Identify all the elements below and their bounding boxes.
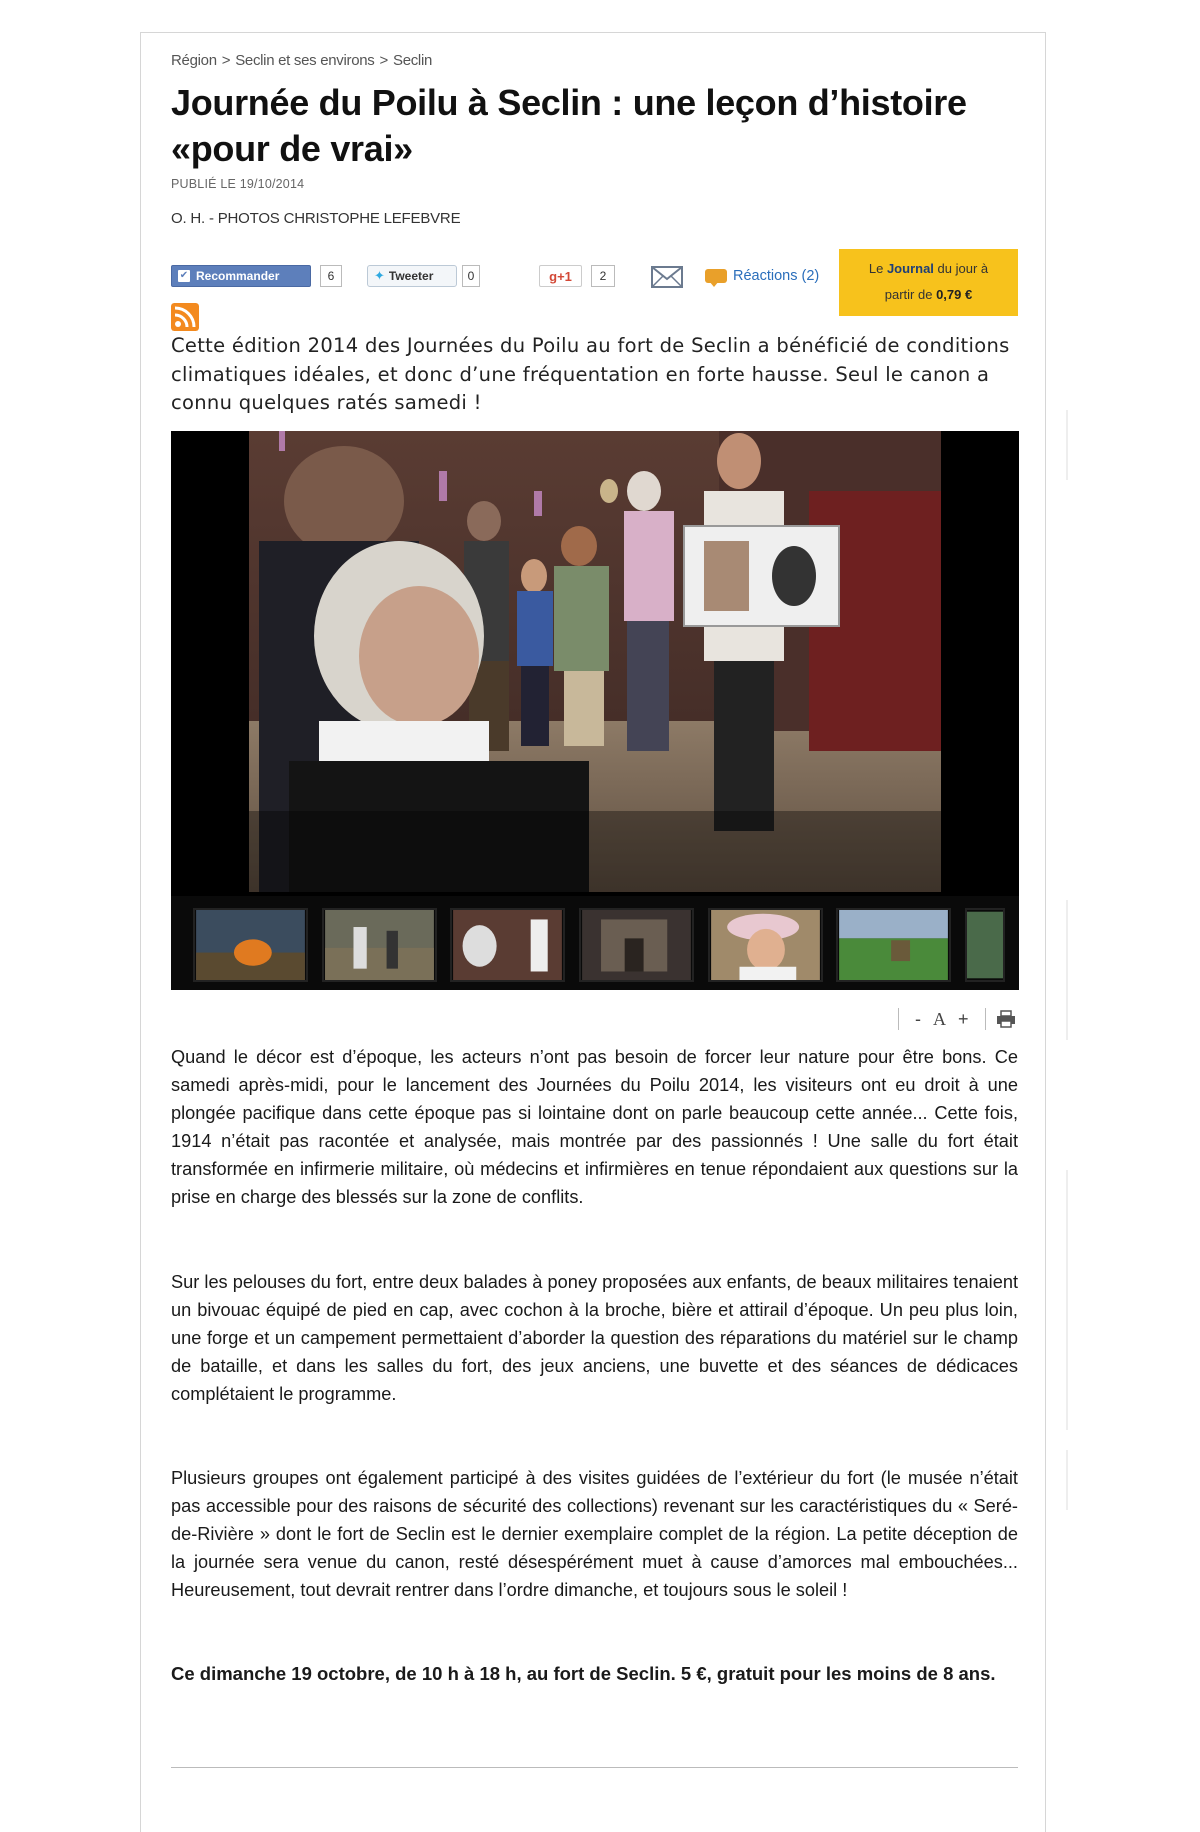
- gallery-thumbnail[interactable]: [193, 908, 308, 982]
- mail-icon[interactable]: [651, 265, 683, 289]
- article-divider: [171, 1767, 1018, 1768]
- text-tools: [888, 1008, 1016, 1030]
- tools-divider: [985, 1008, 986, 1030]
- article-paragraph: Plusieurs groupes ont également participé à des visites guidées de l’extérieur du fort (le musée n’était pas accessible pour des raisons de sécurité des collections) revenant sur les caractéristiques du « Seré-de-Rivière » dont le fort de Seclin est le dernier exemplaire complet de la région. La petite déception de la journée sera venue du canon, resté désespérément muet à cause d’amorces mal embouchées... Heureusement, tout devrait rentrer dans l’ordre dimanche, et toujours sous le soleil !: [171, 1468, 1018, 1600]
- breadcrumb-separator: >: [221, 52, 231, 69]
- facebook-count: 6: [320, 265, 342, 287]
- article-paragraph: Quand le décor est d’époque, les acteurs n’ont pas besoin de forcer leur nature pour être bons. Ce samedi après-midi, pour le lancement des Journées du Poilu 2014, les visiteurs ont eu droit à une plongée pacifique dans cette époque pas si lointaine dont on parle beaucoup cette année... Cette fois, 1914 n’était pas racontée et analysée, mais montrée par des passionnés ! Une salle du fort était transformée en infirmerie militaire, où médecins et infirmières en tenue répondaient aux questions sur la prise en charge des blessés sur la zone de conflits.: [171, 1047, 1018, 1207]
- breadcrumb: [171, 52, 1018, 69]
- gallery-thumbnail[interactable]: [965, 908, 1005, 982]
- article-paragraph: Sur les pelouses du fort, entre deux balades à poney proposées aux enfants, de beaux militaires tenaient un bivouac équipé de pied en cap, avec cochon à la broche, bière et attirail d’époque. Un peu plus loin, une forge et un campement permettaient d’aborder la question des réparations du matériel sur le champ de bataille, et dans les salles du fort, des jeux anciens, une buvette et des séances de dédicaces complétaient le programme.: [171, 1272, 1018, 1404]
- tools-divider: [898, 1008, 899, 1030]
- practical-info: Ce dimanche 19 octobre, de 10 h à 18 h, au fort de Seclin. 5 €, gratuit pour les moins de 8 ans.: [171, 1663, 996, 1684]
- thumbnail-strip: [171, 896, 1019, 990]
- facebook-recommend-label: Recommander: [196, 269, 280, 283]
- increase-font-button[interactable]: +: [958, 1008, 969, 1029]
- twitter-icon: ✦: [374, 268, 385, 283]
- google-plus-count: 2: [591, 265, 615, 287]
- gallery-thumbnail[interactable]: [322, 908, 437, 982]
- page-edge: [1066, 900, 1068, 1040]
- decrease-font-button[interactable]: -: [915, 1008, 921, 1029]
- reactions-link[interactable]: [705, 268, 819, 284]
- gallery-thumbnail[interactable]: [836, 908, 951, 982]
- print-icon[interactable]: [996, 1010, 1016, 1028]
- breadcrumb-separator: >: [379, 52, 388, 69]
- rss-icon[interactable]: [171, 303, 199, 331]
- daily-journal-promo[interactable]: [839, 249, 1018, 316]
- breadcrumb-item-seclin-environs[interactable]: Seclin et ses environs: [235, 52, 375, 69]
- page-edge: [1066, 1450, 1068, 1510]
- google-plus-icon: g: [549, 268, 558, 284]
- publication-date: PUBLIÉ LE 19/10/2014: [171, 177, 305, 191]
- reactions-icon: [705, 269, 727, 283]
- facebook-icon: ✔: [179, 270, 189, 281]
- article-title: Journée du Poilu à Seclin : une leçon d’histoire «pour de vrai»: [171, 82, 967, 169]
- article-author: O. H. - PHOTOS CHRISTOPHE LEFEBVRE: [171, 210, 461, 227]
- gallery-thumbnail[interactable]: [579, 908, 694, 982]
- page-edge: [1066, 1170, 1068, 1430]
- photo-gallery: [171, 431, 1019, 990]
- share-bar: [171, 249, 1018, 319]
- breadcrumb-item-seclin[interactable]: Seclin: [392, 52, 433, 69]
- reactions-label: Réactions (2): [733, 268, 820, 284]
- article-lead: Cette édition 2014 des Journées du Poilu au fort de Seclin a bénéficié de conditions climatiques idéales, et donc d’une fréquentation en forte hausse. Seul le canon a connu quelques ratés samedi !: [171, 334, 1010, 414]
- tweet-label: Tweeter: [388, 269, 434, 283]
- tweet-button[interactable]: [367, 265, 457, 287]
- breadcrumb-item-region[interactable]: Région: [171, 52, 217, 69]
- gallery-thumbnail[interactable]: [708, 908, 823, 982]
- facebook-recommend-button[interactable]: [171, 265, 311, 287]
- twitter-count: 0: [462, 265, 480, 287]
- main-photo[interactable]: [249, 431, 941, 892]
- promo-line-1: Le Journal du jour à: [868, 261, 989, 276]
- promo-line-2: partir de 0,79 €: [884, 287, 973, 302]
- font-size-icon: A: [933, 1008, 946, 1029]
- google-plus-label: +1: [557, 268, 572, 284]
- gallery-thumbnail[interactable]: [450, 908, 565, 982]
- page-edge: [1066, 410, 1068, 480]
- google-plus-button[interactable]: [539, 265, 582, 287]
